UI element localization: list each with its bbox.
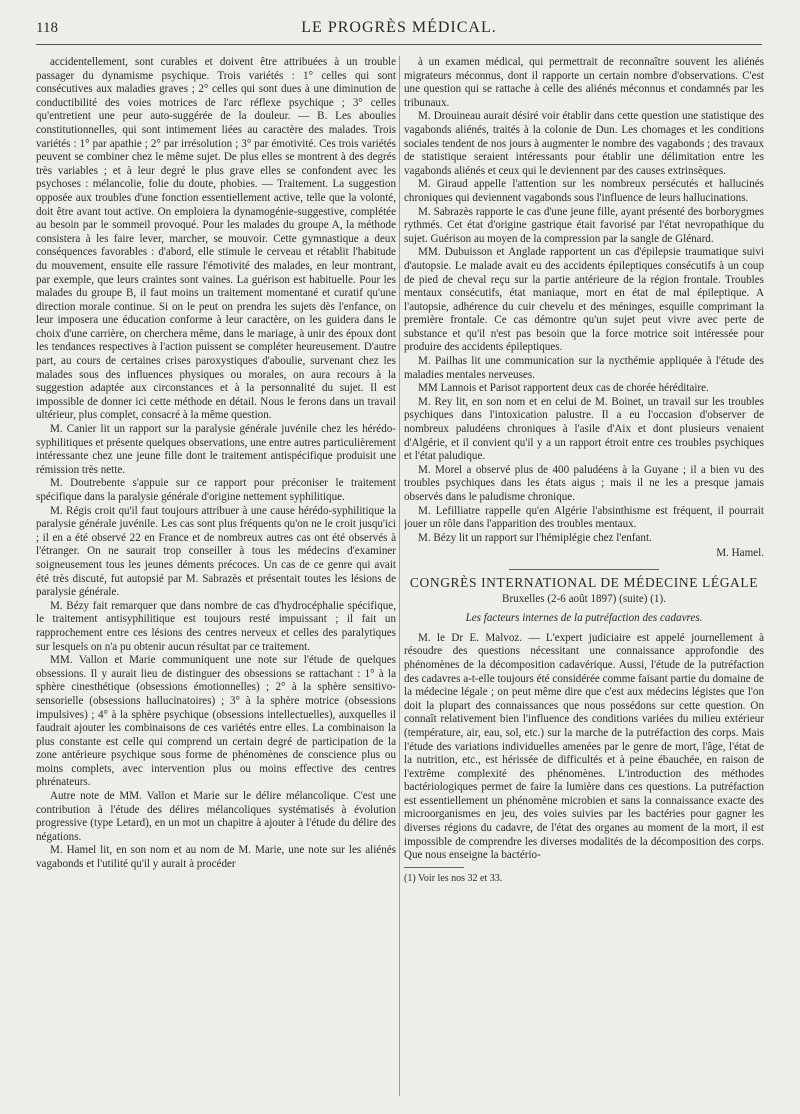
paragraph: M. Lefilliatre rappelle qu'en Algérie l'absinthisme est fréquent, il pourrait jouer un rôle dans l'apparition des troubles mentaux.: [404, 504, 764, 531]
paragraph: M. Sabrazès rapporte le cas d'une jeune fille, ayant présenté des borborygmes rythmés. Cet état d'origine gastrique était favorisé par l'état nevropathique du sujet. Guérison au moyen de la compression par la sangle de Glénard.: [404, 205, 764, 245]
paragraph: à un examen médical, qui permettrait de reconnaître souvent les aliénés migrateurs méconnus, dont il rapporte un certain nombre d'observations. C'est une question qui se rattache à celle des aliénés méconnus et condamnés par les tribunaux.: [404, 56, 764, 109]
section-title: CONGRÈS INTERNATIONAL DE MÉDECINE LÉGALE: [409, 574, 759, 590]
paragraph: M. Drouineau aurait désiré voir établir dans cette question une statistique des vagabonds aliénés, traités à la colonie de Dun. Les chomages et les conditions sociales tendent de nos jours à augmenter le nombre des vagabonds ; des travaux de statistique seraient intéressants pour établir une délimitation entre les vagabonds aliénés et ceux qui le deviennent par des causes extrinsèques.: [404, 110, 764, 177]
paragraph: M. le Dr E. Malvoz. — L'expert judiciaire est appelé journellement à résoudre des questions nécessitant une connaissance approfondie des phénomènes de la décomposition cadavérique. Aussi, l'étude de la putréfaction des cadavres a-t-elle toujours été considérée comme faisant partie du domaine de la médecine légale ; on peut même dire que c'est aux médecins légistes que l'on doit la plupart des connaissances que nous possédons sur cette question. On connaît relativement bien l'influence des conditions variées du milieu extérieur (température, air, eau, sol, etc.) sur la marche de la putréfaction des corps. Mais l'étude des variations individuelles amenées par le genre de mort, l'âge, l'état de la nutrition, etc., est hérissée de difficultés et à peine ébauchée, en raison de l'extrême complexité des phénomènes. L'introduction des méthodes bactériologiques permet de faire la lumière dans ces questions. La putréfaction est essentiellement un phénomène microbien et sans la connaissance exacte des microorganismes en jeu, des voies suivies par les bactéries pour gagner les diverses régions du cadavre, de l'état des organes au moment de la mort, il est impossible de comprendre les diverses modalités de la décomposition des corps. Que nous enseigne la bactério-: [404, 631, 764, 862]
page-header: [36, 18, 762, 45]
paragraph: MM Lannois et Parisot rapportent deux cas de chorée héréditaire.: [418, 382, 709, 395]
paragraph: M. Giraud appelle l'attention sur les nombreux persécutés et hallucinés chroniques qui deviennent vagabonds sous l'influence de leurs hallucinations.: [404, 178, 764, 204]
section-subtitle: Bruxelles (2-6 août 1897) (suite) (1).: [502, 592, 666, 605]
right-column: [404, 56, 764, 1086]
paragraph: M. Bézy fait remarquer que dans nombre de cas d'hydrocéphalie spécifique, le traitement antisyphilitique est toujours resté impuissant ; il fait un rapprochement entre ces lésions des centres nerveux et celles des paralytiques sur lesquels on n'a pu obtenir aucun résultat par ce traitement.: [36, 599, 396, 653]
paragraph: M. Bézy lit un rapport sur l'hémiplégie chez l'enfant.: [418, 531, 652, 544]
author-signature: M. Hamel.: [716, 547, 764, 560]
footnote: (1) Voir les nos 32 et 33.: [404, 872, 503, 884]
column-divider: [399, 56, 400, 1096]
page-number: 118: [36, 20, 58, 36]
footnote-divider: [404, 867, 464, 868]
paragraph: M. Hamel lit, en son nom et au nom de M. Marie, une note sur les aliénés vagabonds et l'utilité qu'il y aurait à procéder: [36, 844, 396, 871]
paragraph: Autre note de MM. Vallon et Marie sur le délire mélancolique. C'est une contribution à l'étude des délires mélancoliques systématisés à évolution progressive (type Letard), en un mot un chapitre à ajouter à l'étude du délire des négations.: [36, 790, 396, 843]
paragraph: M. Canier lit un rapport sur la paralysie générale juvénile chez les hérédo-syphilitiques et présente quelques observations, une entre autres particulièrement intéressante chez une jeune fille dont le traitement antispécifique produisit une rémission très nette.: [36, 423, 396, 476]
section-divider: [509, 569, 659, 570]
paragraph: M. Morel a observé plus de 400 paludéens à la Guyane ; il a bien vu des troubles psychiques dans les états aigus ; mais il ne les a presque jamais observés dans le paludisme chronique.: [404, 463, 764, 503]
left-column: [36, 56, 396, 1102]
paragraph: accidentellement, sont curables et doivent être attribuées à un trouble passager du dynamisme psychique. Trois variétés : 1° celles qui sont consécutives aux maladies graves ; 2° celles qui sont dues à une diminution de conductibilité des voies motrices de l'arc réflexe psychique ; 3° celles qu'entretient une peur auto-suggérée de la douleur. — B. Les aboulies constitutionnelles, qui sont intimement liées au caractère des malades. Trois variétés : 1° par apathie ; 2° par irrésolution ; 3° par émotivité. Ces trois variétés peuvent se combiner chez le même sujet. De plus elles se montrent à des degrés très variables ; et à leur degré le plus grave elles se confondent avec les psychoses : mélancolie, folie du doute, phobies. — Traitement. La suggestion opposée aux troubles d'une fonction essentiellement active, telle que la volonté, doit être avant tout active. On emploiera la dynamogénie-suggestive, complétée au besoin par le sommeil provoqué. Pour les malades du groupe A, la méthode consistera à les faire lever, marcher, se mouvoir. Cette gymnastique a deux conséquences favorables : d'abord, elle stimule le cerveau et rétablit l'habitude du mouvement, ensuite elle rassure l'émotivité des malades, en leur montrant, par exemple, que leurs craintes sont vaines. La guérison est habituelle. Pour les malades du groupe B, il faut moins un traitement momentané et curatif qu'une direction morale continue. Si on le peut on prendra les sujets dès l'enfance, on leur imposera une éducation conforme à leur caractère, on les guidera dans le choix d'une carrière, on cherchera même, dans le mariage, à unir des époux dont les tendances respectives à l'action puissent se compléter heureusement. D'autre part, au cours de certaines crises paroxystiques d'aboulie, survenant chez les malades sous des influences physiques ou morales, on aura recours à la suggestion adaptée aux circonstances et à la personnalité du sujet. Il est impossible de donner ici cette méthode en détail. Nous le ferons dans un travail ultérieur, plus complet, consacré à la même question.: [36, 56, 396, 422]
paragraph: M. Pailhas lit une communication sur la nycthémie appliquée à l'étude des maladies mentales nerveuses.: [404, 355, 764, 381]
running-title: LE PROGRÈS MÉDICAL.: [301, 19, 497, 36]
paragraph: MM. Vallon et Marie communiquent une note sur l'étude de quelques obsessions. Il y aurait lieu de distinguer des obsessions se rattachant : 1° à la sphère cinesthétique (obsessions émotionnelles) ; 2° à la sphère sensitivo-sensorielle (obsessions hallucinatoires) ; 3° à la sphère motrice (obsessions impulsives) ; 4° à la sphère psychique (obsessions intellectuelles), auxquelles il faudrait ajouter les combinaisons de ces variétés entre elles. La combinaison la plus constante est celle qui comprend un certain degré de participation de la zone antérieure psychique sous forme de phénomènes de conscience plus ou moins complets, avec intervention plus ou moins effective des centres phrénateurs.: [36, 654, 396, 789]
paragraph: M. Doutrebente s'appuie sur ce rapport pour préconiser le traitement spécifique dans la paralysie générale d'origine nettement syphilitique.: [36, 477, 396, 503]
subject-heading: Les facteurs internes de la putréfaction des cadavres.: [465, 612, 703, 625]
paragraph: MM. Dubuisson et Anglade rapportent un cas d'épilepsie traumatique suivi d'autopsie. Le malade avait eu des accidents épileptiques consécutifs à un coup de pied de cheval reçu sur la partie antérieure de la région frontale. Troubles mentaux consécutifs, état maniaque, mort en état de mal épileptique. A l'autopsie, adhérence du cuir chevelu et des méninges, esquille comprimant la première frontale. Ce cas démontre qu'un sujet peut vivre avec perte de substance et qu'il n'est pas besoin que la force motrice soit intéressée pour produire des accidents épileptiques.: [404, 246, 764, 354]
paragraph: M. Rey lit, en son nom et en celui de M. Boinet, un travail sur les troubles psychiques dans l'intoxication palustre. Il a eu l'occasion d'observer de nombreux paludéens chroniques à l'asile d'Aix et dont plusieurs venaient d'Algérie, et il convient qu'il y a un rapport étroit entre ces troubles psychiques et l'état paludique.: [404, 395, 764, 463]
paragraph: M. Régis croit qu'il faut toujours attribuer à une cause hérédo-syphilitique la paralysie générale juvénile. Les cas sont plus fréquents qu'on ne le croit jusqu'ici ; il en a été observé 22 en France et de nombreux autres cas ont été observés à l'étranger. On ne saurait trop conseiller à tous les médecins d'examiner soigneusement tous les jeunes déments précoces. Un cas de ce genre qui avait été très discuté, fut autopsié par M. Sabrazès et présentait toutes les lésions de paralysie générale.: [36, 504, 396, 599]
